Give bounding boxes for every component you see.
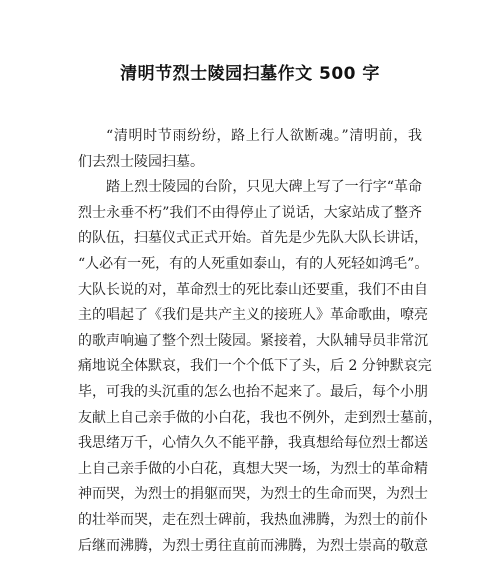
paragraph-line: 上自己亲手做的小白花，真想大哭一场，为烈士的革命精	[78, 460, 428, 477]
paragraph-line: 毕，可我的头沉重的怎么也抬不起来了。最后，每个小朋	[78, 383, 428, 400]
paragraph-2	[78, 175, 442, 559]
paragraph-1	[78, 124, 422, 175]
paragraph-line: 神而哭，为烈士的捐躯而哭，为烈士的生命而哭，为烈士	[78, 486, 428, 503]
document-body	[78, 124, 442, 559]
paragraph-line: 烈士永垂不朽”我们不由得停止了说话，大家站成了整齐	[78, 204, 422, 221]
paragraph-line: 痛地说全体默哀，我们一个个低下了头，后 2 分钟默哀完	[78, 358, 432, 375]
paragraph-line: 大队长说的对，革命烈士的死比泰山还要重，我们不由自	[78, 281, 428, 298]
paragraph-line: 的队伍，扫墓仪式正式开始。首先是少先队大队长讲话，	[78, 230, 428, 247]
paragraph-line: 的歌声响遍了整个烈士陵园。紧接着，大队辅导员非常沉	[78, 332, 428, 349]
paragraph-line: “人必有一死，有的人死重如泰山，有的人死轻如鸿毛”。	[78, 255, 429, 272]
document-title: 清明节烈士陵园扫墓作文 500 字	[120, 64, 380, 84]
paragraph-line: 后继而沸腾，为烈士勇往直前而沸腾，为烈士崇高的敬意	[78, 537, 428, 554]
paragraph-line: 的壮举而哭，走在烈士碑前，我热血沸腾，为烈士的前仆	[78, 511, 428, 528]
paragraph-line: 友献上自己亲手做的小白花，我也不例外，走到烈士墓前，	[78, 409, 442, 426]
paragraph-line: 踏上烈士陵园的台阶，只见大碑上写了一行字“革命	[106, 179, 422, 196]
paragraph-line: 主的唱起了《我们是共产主义的接班人》革命歌曲，嘹亮	[78, 307, 428, 324]
paragraph-line: 们去烈士陵园扫墓。	[78, 153, 204, 170]
paragraph-line: “清明时节雨纷纷，路上行人欲断魂。”清明前，我	[106, 128, 422, 144]
paragraph-line: 我思绪万千，心情久久不能平静，我真想给每位烈士都送	[78, 435, 428, 452]
